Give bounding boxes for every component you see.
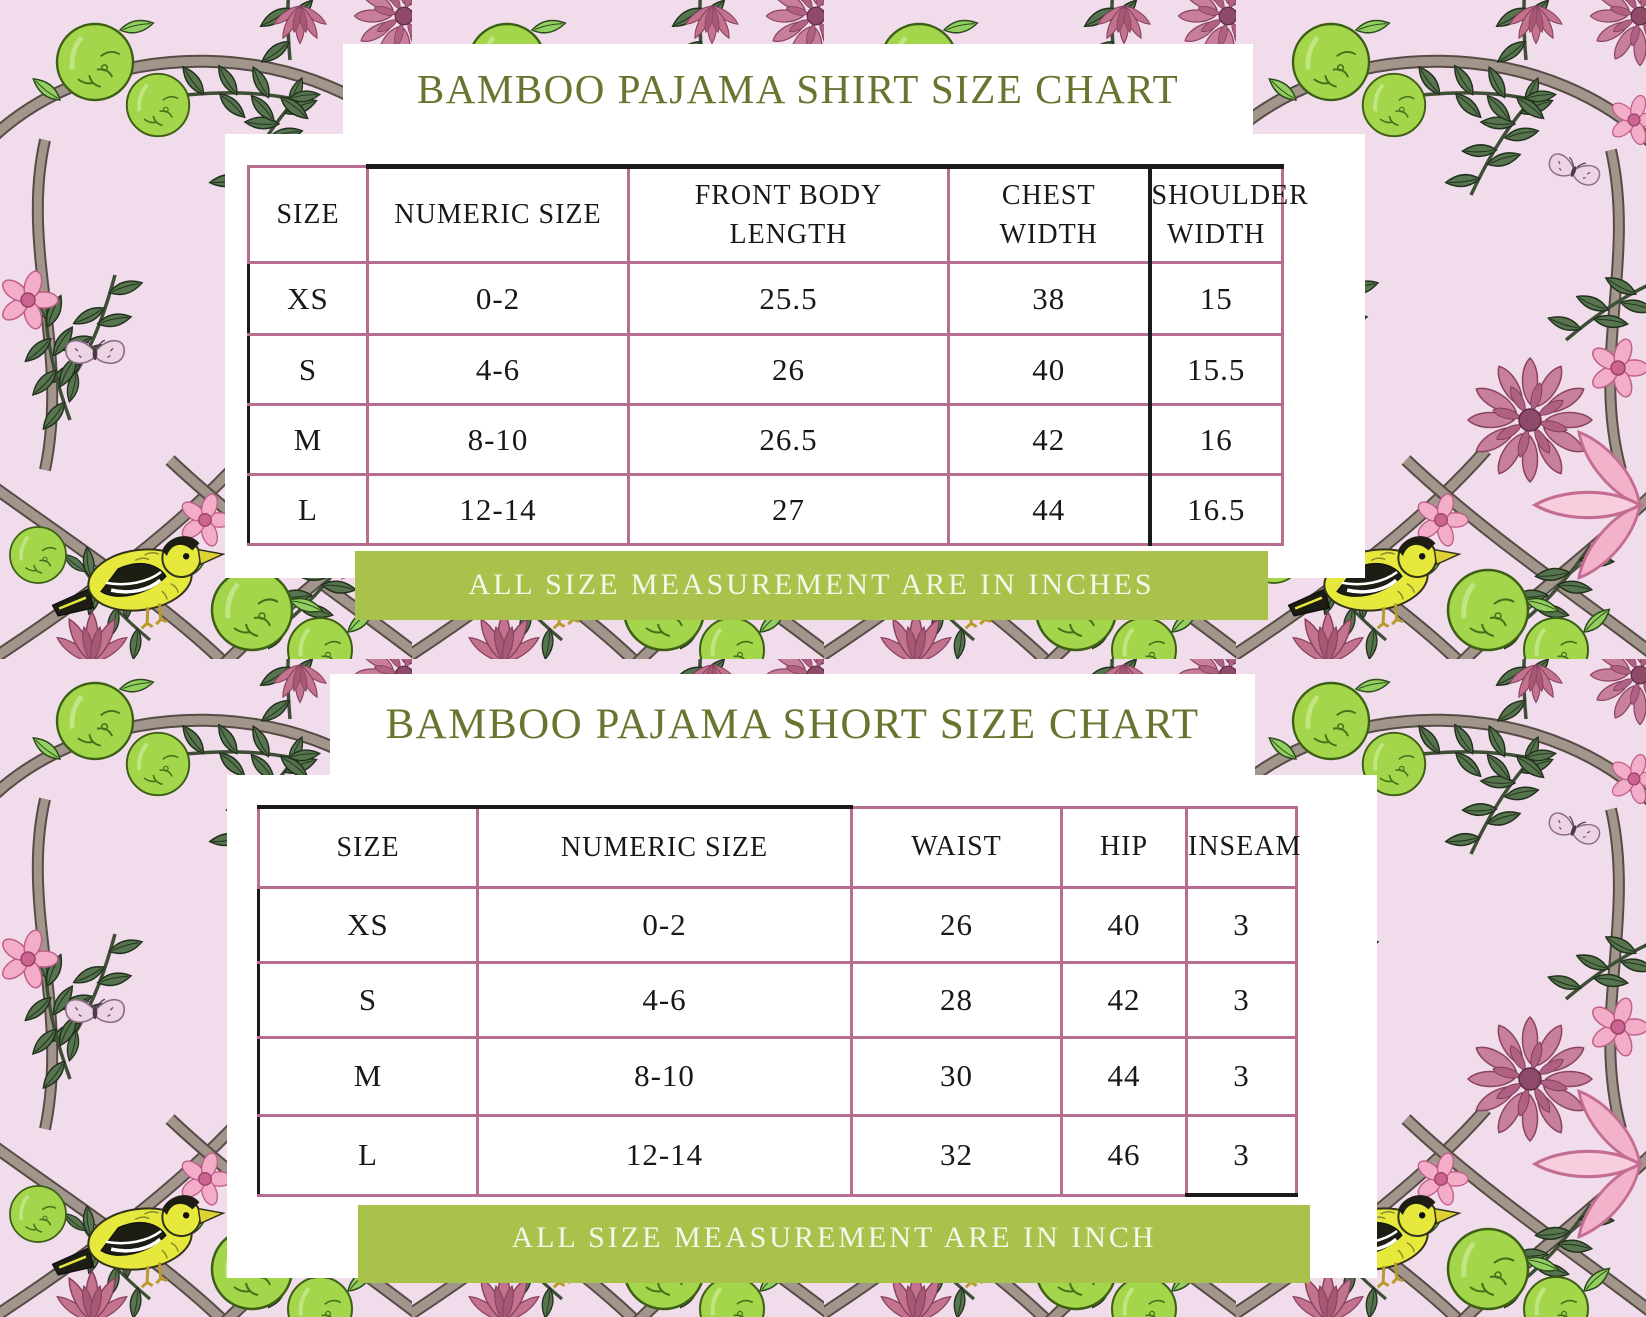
- size-cell: 0-2: [368, 263, 629, 335]
- size-cell: 4-6: [368, 335, 629, 405]
- size-cell: 26: [629, 335, 949, 405]
- short-chart-title-band: [330, 674, 1255, 775]
- size-cell: 12-14: [478, 1115, 852, 1195]
- short-chart-title: BAMBOO PAJAMA SHORT SIZE CHART: [385, 701, 1200, 748]
- size-cell: L: [249, 475, 368, 545]
- column-header: HIP: [1062, 807, 1187, 887]
- size-cell: 15.5: [1150, 335, 1283, 405]
- short-size-table: [257, 805, 1302, 1197]
- size-cell: M: [259, 1037, 478, 1115]
- size-cell: 3: [1187, 962, 1297, 1037]
- column-header: SHOULDER WIDTH: [1150, 167, 1283, 263]
- size-row: [249, 335, 1283, 405]
- size-cell: 42: [1062, 962, 1187, 1037]
- size-cell: 3: [1187, 1037, 1297, 1115]
- size-cell: 8-10: [478, 1037, 852, 1115]
- size-cell: 3: [1187, 887, 1297, 962]
- size-cell: 3: [1187, 1115, 1297, 1195]
- header-row: [249, 167, 1283, 263]
- shirt-size-table-header: [249, 167, 1309, 263]
- size-cell: 4-6: [478, 962, 852, 1037]
- column-header: NUMERIC SIZE: [478, 807, 852, 887]
- size-cell: 16.5: [1150, 475, 1283, 545]
- size-cell: 0-2: [478, 887, 852, 962]
- size-cell: 44: [1062, 1037, 1187, 1115]
- size-row: [249, 475, 1283, 545]
- shirt-size-table: [247, 164, 1309, 546]
- size-cell: 40: [1062, 887, 1187, 962]
- size-cell: XS: [259, 887, 478, 962]
- size-cell: 46: [1062, 1115, 1187, 1195]
- size-cell: 15: [1150, 263, 1283, 335]
- size-cell: S: [259, 962, 478, 1037]
- size-row: [259, 887, 1297, 962]
- size-row: [249, 263, 1283, 335]
- size-cell: 42: [949, 405, 1150, 475]
- shirt-chart-units-banner: [355, 551, 1268, 620]
- size-cell: 30: [852, 1037, 1062, 1115]
- size-cell: XS: [249, 263, 368, 335]
- column-header: CHEST WIDTH: [949, 167, 1150, 263]
- size-cell: 8-10: [368, 405, 629, 475]
- size-cell: 44: [949, 475, 1150, 545]
- size-cell: 28: [852, 962, 1062, 1037]
- size-cell: 32: [852, 1115, 1062, 1195]
- size-row: [259, 1037, 1297, 1115]
- size-cell: 26.5: [629, 405, 949, 475]
- size-cell: 25.5: [629, 263, 949, 335]
- shirt-chart-title: BAMBOO PAJAMA SHIRT SIZE CHART: [416, 66, 1180, 112]
- short-chart-units-note: ALL SIZE MEASUREMENT ARE IN INCH: [511, 1221, 1157, 1254]
- column-header: WAIST: [852, 807, 1062, 887]
- column-header: FRONT BODY LENGTH: [629, 167, 949, 263]
- shirt-chart-title-band: [343, 44, 1253, 134]
- short-chart-units-banner: [358, 1205, 1310, 1283]
- size-cell: L: [259, 1115, 478, 1195]
- size-cell: 16: [1150, 405, 1283, 475]
- size-cell: S: [249, 335, 368, 405]
- header-row: [259, 807, 1297, 887]
- column-header: SIZE: [259, 807, 478, 887]
- short-size-table-header: [259, 807, 1302, 887]
- column-header: NUMERIC SIZE: [368, 167, 629, 263]
- size-cell: 38: [949, 263, 1150, 335]
- shirt-size-table-body: [249, 263, 1283, 545]
- size-cell: 27: [629, 475, 949, 545]
- column-header: INSEAM: [1187, 807, 1297, 887]
- size-cell: 12-14: [368, 475, 629, 545]
- size-row: [249, 405, 1283, 475]
- size-cell: 26: [852, 887, 1062, 962]
- size-row: [259, 962, 1297, 1037]
- shirt-chart-units-note: ALL SIZE MEASUREMENT ARE IN INCHES: [468, 567, 1155, 601]
- size-cell: M: [249, 405, 368, 475]
- size-row: [259, 1115, 1297, 1195]
- size-cell: 40: [949, 335, 1150, 405]
- column-header: SIZE: [249, 167, 368, 263]
- short-size-table-body: [259, 887, 1297, 1195]
